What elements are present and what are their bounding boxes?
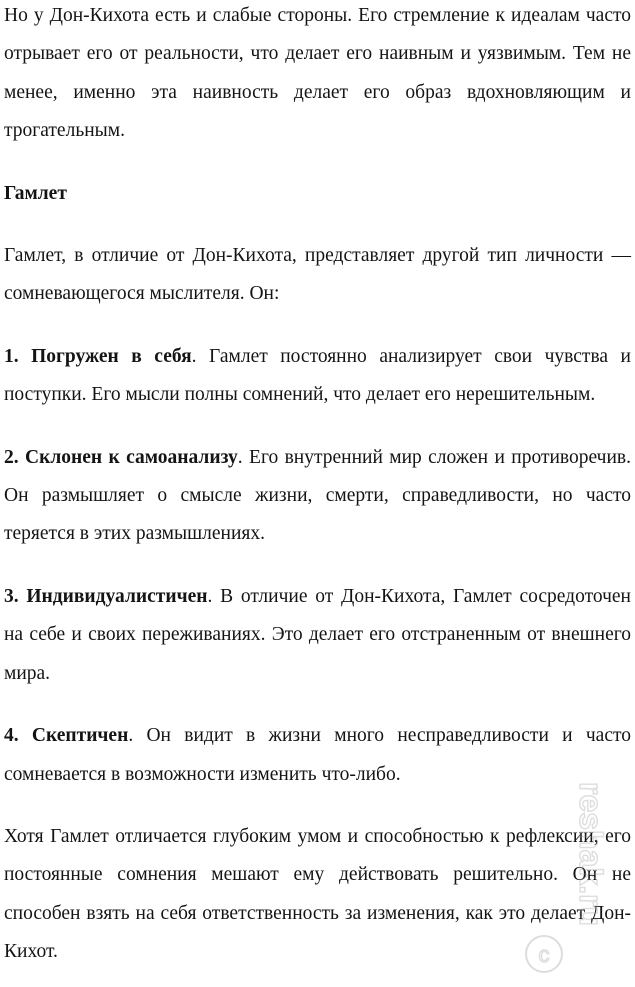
spacer [4,794,631,818]
list-item-3 [4,578,631,693]
spacer [4,213,631,237]
section-intro-paragraph: Гамлет, в отличие от Дон-Кихота, представляет другой тип личности — сомневающегося мыслителя. Он: [4,245,631,305]
list-item-4 [4,717,631,794]
spacer [4,151,631,175]
list-item-3-title: 3. Индивидуалистичен [4,585,208,607]
list-item-2-text: . Его внутренний мир сложен и противоречив. Он размышляет о смысле жизни, смерти, справедливости, но часто теряется в этих размышлениях. [4,446,631,545]
list-item-1-text: . Гамлет постоянно анализирует свои чувства и поступки. Его мысли полны сомнений, что делает его нерешительным. [4,345,631,406]
list-item-4-title: 4. Скептичен [4,725,129,747]
svg-text:reshak.ru: reshak.ru [573,782,609,927]
conclusion-paragraph: Хотя Гамлет отличается глубоким умом и способностью к рефлексии, его постоянные сомнения мешают ему действовать решительно. Он не способен взять на себя ответственность за изменения, как это делает Дон-Кихот. [4,825,631,963]
list-item-2 [4,439,631,554]
list-item-1 [4,338,631,415]
document-page [4,0,631,972]
spacer [4,314,631,338]
list-item-1-title: 1. Погружен в себя [4,345,192,367]
spacer [4,693,631,717]
list-item-2-title: 2. Склонен к самоанализу [4,446,238,468]
list-item-3-text: . В отличие от Дон-Кихота, Гамлет сосредоточен на себе и своих переживаниях. Это делает его отстраненным от внешнего мира. [4,585,631,684]
list-item-4-text: . Он видит в жизни много несправедливости и часто сомневается в возможности изменить что-либо. [4,725,631,785]
copyright-glyph: c [538,942,550,967]
spacer [4,415,631,439]
section-heading: Гамлет [4,182,67,204]
intro-paragraph: Но у Дон-Кихота есть и слабые стороны. Его стремление к идеалам часто отрывает его от реальности, что делает его наивным и уязвимым. Тем не менее, именно эта наивность делает его образ вдохновляющим и трогательным. [4,5,631,142]
spacer [4,554,631,578]
